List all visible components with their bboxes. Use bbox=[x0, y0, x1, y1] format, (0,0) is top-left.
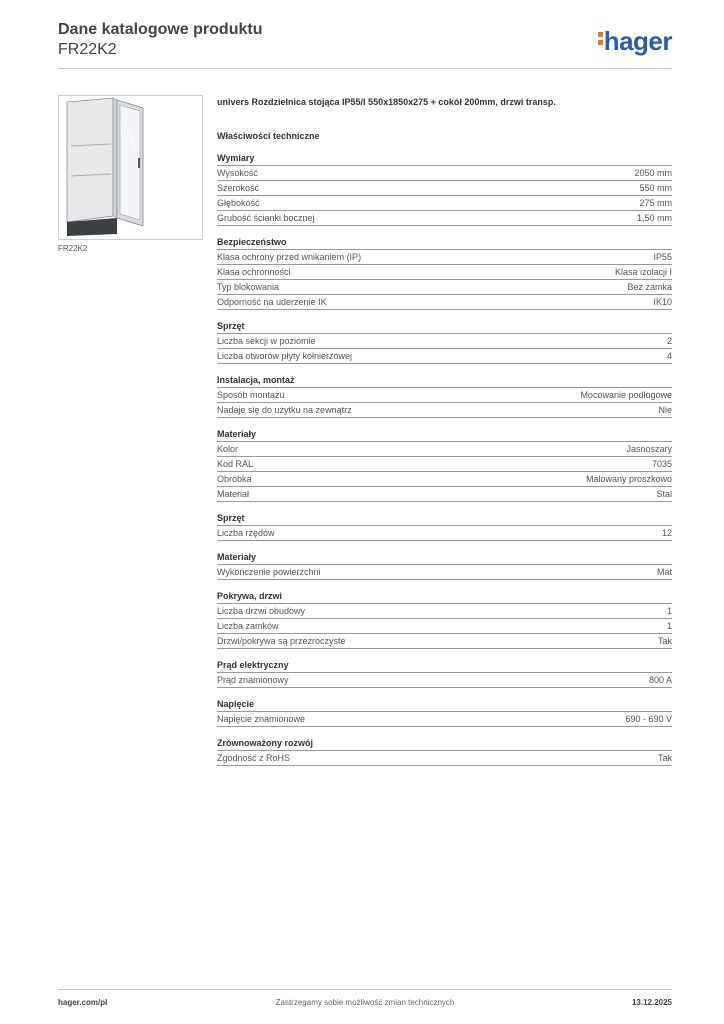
spec-value: 4 bbox=[666, 351, 672, 361]
spec-value: 2050 mm bbox=[634, 168, 672, 178]
spec-value: Stal bbox=[656, 489, 672, 499]
document-title: Dane katalogowe produktu bbox=[58, 21, 263, 38]
spec-row bbox=[217, 349, 672, 364]
spec-label: Obróbka bbox=[217, 474, 252, 484]
spec-group-title: Zrównoważony rozwój bbox=[217, 736, 672, 751]
spec-value: 690 - 690 V bbox=[625, 714, 672, 724]
spec-value: 2 bbox=[666, 336, 672, 346]
spec-value: 1 bbox=[666, 621, 672, 631]
spec-row bbox=[217, 250, 672, 265]
spec-label: Liczba zamków bbox=[217, 621, 279, 631]
spec-label: Liczba sekcji w poziomie bbox=[217, 336, 316, 346]
spec-label: Wykończenie powierzchni bbox=[217, 567, 321, 577]
spec-label: Typ blokowania bbox=[217, 282, 280, 292]
spec-value: Jasnoszary bbox=[626, 444, 672, 454]
spec-row bbox=[217, 265, 672, 280]
spec-row bbox=[217, 196, 672, 211]
spec-group-title: Sprzęt bbox=[217, 319, 672, 334]
spec-label: Prąd znamionowy bbox=[217, 675, 289, 685]
spec-group-title: Instalacja, montaż bbox=[217, 373, 672, 388]
spec-value: 1,50 mm bbox=[636, 213, 672, 223]
spec-group-title: Materiały bbox=[217, 550, 672, 565]
spec-value: Mocowanie podłogowe bbox=[580, 390, 672, 400]
spec-row bbox=[217, 526, 672, 541]
spec-row bbox=[217, 634, 672, 649]
spec-value: Nie bbox=[658, 405, 672, 415]
enclosure-illustration bbox=[59, 96, 202, 239]
spec-label: Grubość ścianki bocznej bbox=[217, 213, 315, 223]
spec-value: 550 mm bbox=[639, 183, 672, 193]
footer-divider bbox=[58, 989, 672, 990]
product-description: univers Rozdzielnica stojąca IP55/I 550x1850x275 + cokół 200mm, drzwi transp. bbox=[217, 97, 556, 107]
spec-label: Napięcie znamionowe bbox=[217, 714, 306, 724]
spec-group bbox=[217, 658, 672, 688]
spec-group-title: Sprzęt bbox=[217, 511, 672, 526]
spec-label: Kod RAL bbox=[217, 459, 254, 469]
product-code: FR22K2 bbox=[58, 41, 117, 58]
logo-dots-icon bbox=[598, 29, 604, 48]
spec-label: Zgodność z RoHS bbox=[217, 753, 291, 763]
spec-row bbox=[217, 472, 672, 487]
spec-group-title: Bezpieczeństwo bbox=[217, 235, 672, 250]
spec-value: IK10 bbox=[653, 297, 672, 307]
spec-row bbox=[217, 565, 672, 580]
spec-value: Bez zamka bbox=[627, 282, 672, 292]
spec-content bbox=[217, 95, 672, 775]
spec-group bbox=[217, 319, 672, 364]
footer-date: 13.12.2025 bbox=[631, 998, 672, 1007]
spec-value: Klasa izolacji I bbox=[614, 267, 672, 277]
spec-row bbox=[217, 403, 672, 418]
spec-label: Głębokość bbox=[217, 198, 260, 208]
header-divider bbox=[58, 68, 672, 69]
spec-label: Szerokość bbox=[217, 183, 260, 193]
spec-row bbox=[217, 388, 672, 403]
document-header bbox=[58, 20, 262, 59]
spec-group bbox=[217, 373, 672, 418]
spec-row bbox=[217, 295, 672, 310]
spec-group bbox=[217, 511, 672, 541]
spec-value: 275 mm bbox=[639, 198, 672, 208]
technical-heading: Właściwości techniczne bbox=[217, 131, 320, 141]
spec-value: Malowany proszkowo bbox=[585, 474, 672, 484]
hager-logo bbox=[598, 26, 672, 57]
spec-row bbox=[217, 487, 672, 502]
spec-group bbox=[217, 736, 672, 766]
spec-row bbox=[217, 166, 672, 181]
spec-group-title: Prąd elektryczny bbox=[217, 658, 672, 673]
spec-label: Wysokość bbox=[217, 168, 258, 178]
spec-row bbox=[217, 334, 672, 349]
spec-row bbox=[217, 457, 672, 472]
spec-row bbox=[217, 442, 672, 457]
spec-label: Liczba drzwi obudowy bbox=[217, 606, 306, 616]
spec-group-title: Pokrywa, drzwi bbox=[217, 589, 672, 604]
spec-group bbox=[217, 235, 672, 310]
spec-value: Tak bbox=[657, 636, 672, 646]
spec-label: Drzwi/pokrywa są przezroczyste bbox=[217, 636, 346, 646]
spec-group bbox=[217, 550, 672, 580]
spec-value: 1 bbox=[666, 606, 672, 616]
spec-row bbox=[217, 280, 672, 295]
footer-notice: Zastrzegamy sobie możliwość zmian technicznych bbox=[275, 998, 455, 1007]
product-image bbox=[58, 95, 203, 240]
spec-label: Kolor bbox=[217, 444, 239, 454]
spec-label: Materiał bbox=[217, 489, 250, 499]
spec-row bbox=[217, 673, 672, 688]
spec-value: Mat bbox=[656, 567, 672, 577]
logo-text: hager bbox=[603, 26, 672, 56]
spec-groups bbox=[217, 151, 672, 766]
spec-row bbox=[217, 211, 672, 226]
image-caption: FR22K2 bbox=[58, 244, 88, 253]
spec-label: Liczba otworów płyty kołnierzowej bbox=[217, 351, 353, 361]
spec-group bbox=[217, 697, 672, 727]
spec-row bbox=[217, 604, 672, 619]
spec-group bbox=[217, 427, 672, 502]
spec-label: Klasa ochrony przed wnikaniem (IP) bbox=[217, 252, 362, 262]
footer-website: hager.com/pl bbox=[58, 998, 108, 1007]
spec-value: 800 A bbox=[648, 675, 672, 685]
spec-label: Sposób montażu bbox=[217, 390, 285, 400]
spec-label: Liczba rzędów bbox=[217, 528, 275, 538]
spec-row bbox=[217, 751, 672, 766]
spec-group-title: Napięcie bbox=[217, 697, 672, 712]
spec-group bbox=[217, 151, 672, 226]
spec-row bbox=[217, 619, 672, 634]
spec-row bbox=[217, 712, 672, 727]
spec-label: Klasa ochronności bbox=[217, 267, 291, 277]
spec-value: 7035 bbox=[651, 459, 672, 469]
spec-value: Tak bbox=[657, 753, 672, 763]
spec-group-title: Wymiary bbox=[217, 151, 672, 166]
spec-label: Nadaje się do użytku na zewnątrz bbox=[217, 405, 352, 415]
spec-value: 12 bbox=[661, 528, 672, 538]
spec-label: Odporność na uderzenie IK bbox=[217, 297, 327, 307]
spec-row bbox=[217, 181, 672, 196]
spec-group bbox=[217, 589, 672, 649]
spec-value: IP55 bbox=[653, 252, 672, 262]
spec-group-title: Materiały bbox=[217, 427, 672, 442]
